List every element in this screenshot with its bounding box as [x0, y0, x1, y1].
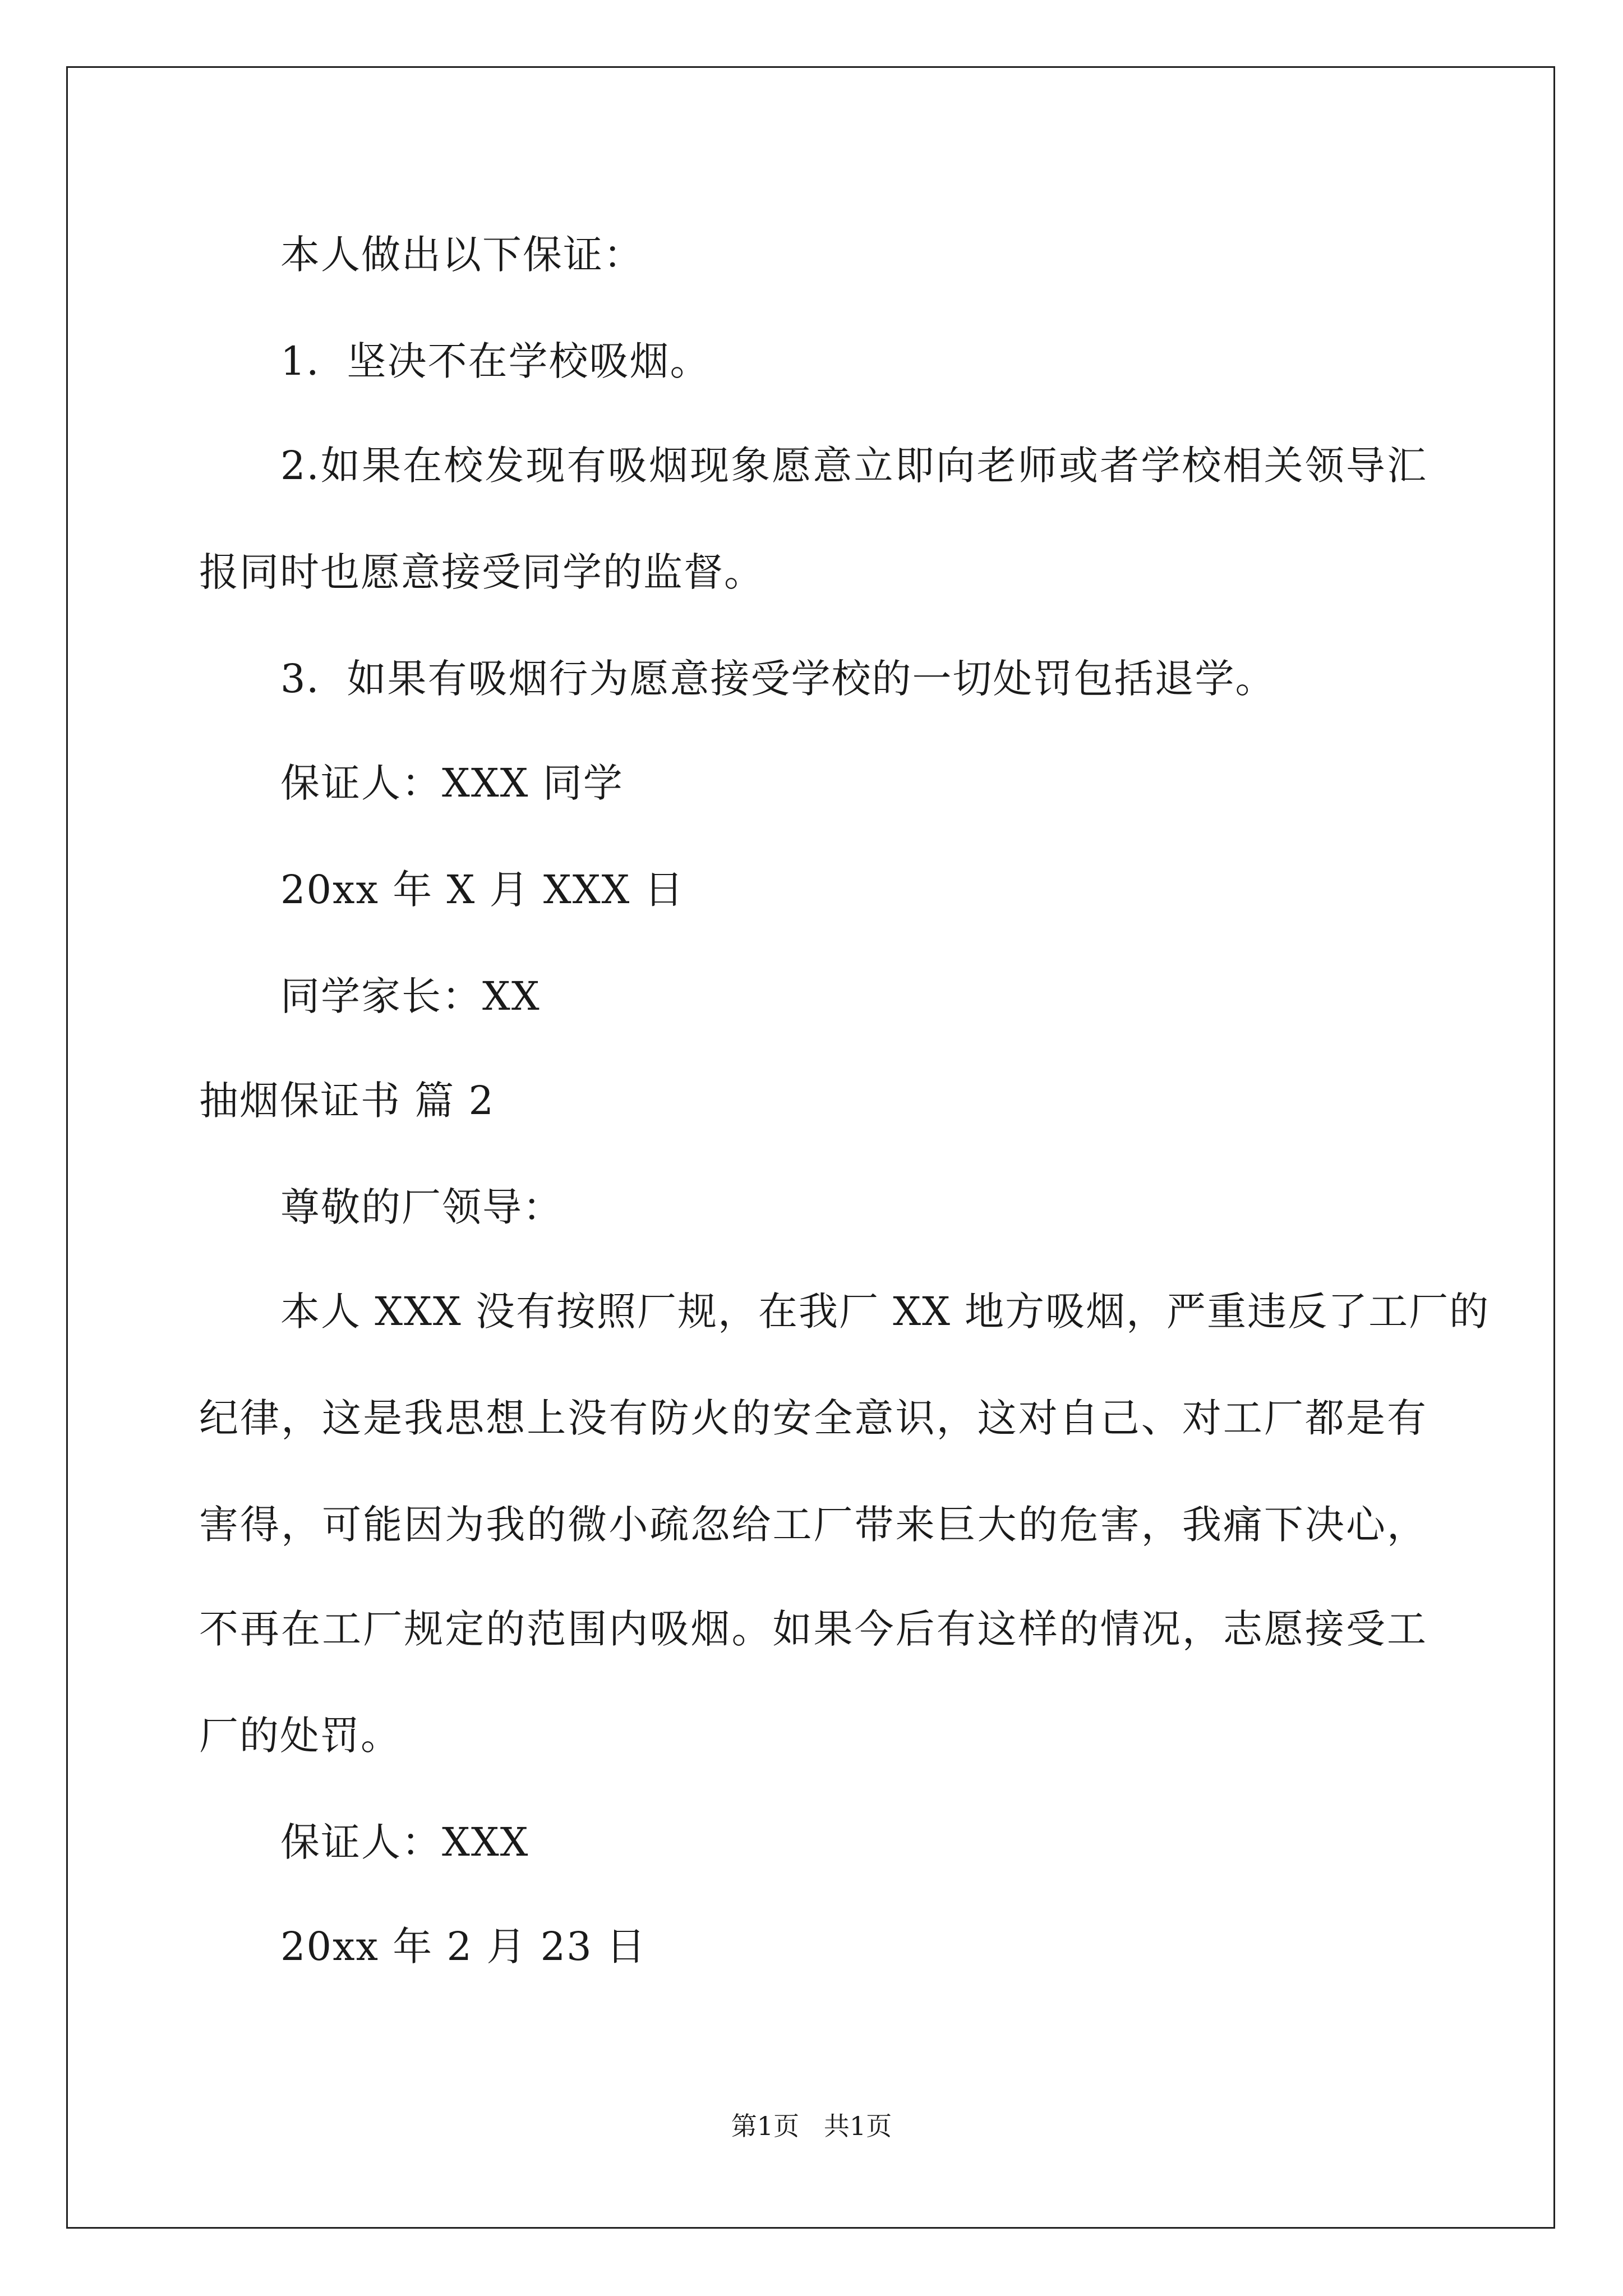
pledge-intro: 本人做出以下保证： — [280, 232, 644, 278]
body-line-3: 害得，可能因为我的微小疏忽给工厂带来巨大的危害，我痛下决心， — [199, 1502, 1427, 1548]
page-number-footer: 第1页 共1页 — [731, 2111, 892, 2141]
date-line-2: 20xx 年 2 月 23 日 — [280, 1924, 647, 1970]
section-heading: 抽烟保证书 篇 2 — [199, 1078, 495, 1124]
pledge-item-1: 1．坚决不在学校吸烟。 — [280, 338, 711, 384]
body-line-4: 不再在工厂规定的范围内吸烟。如果今后有这样的情况，志愿接受工 — [199, 1606, 1427, 1652]
guarantor-line-2: 保证人：XXX — [280, 1819, 529, 1865]
body-line-2: 纪律，这是我思想上没有防火的安全意识，这对自己、对工厂都是有 — [199, 1395, 1427, 1441]
page-frame — [66, 66, 1555, 2229]
body-line-5: 厂的处罚。 — [199, 1713, 401, 1759]
pledge-item-2-line-1: 2.如果在校发现有吸烟现象愿意立即向老师或者学校相关领导汇 — [280, 443, 1427, 489]
salutation: 尊敬的厂领导： — [280, 1184, 563, 1230]
pledge-item-2-line-2: 报同时也愿意接受同学的监督。 — [199, 549, 764, 595]
date-line: 20xx 年 X 月 XXX 日 — [280, 867, 685, 913]
parent-line: 同学家长：XX — [280, 973, 541, 1019]
guarantor-line: 保证人：XXX 同学 — [280, 760, 624, 806]
pledge-item-3: 3．如果有吸烟行为愿意接受学校的一切处罚包括退学。 — [280, 656, 1276, 702]
body-line-1: 本人 XXX 没有按照厂规，在我厂 XX 地方吸烟，严重违反了工厂的 — [280, 1289, 1490, 1335]
